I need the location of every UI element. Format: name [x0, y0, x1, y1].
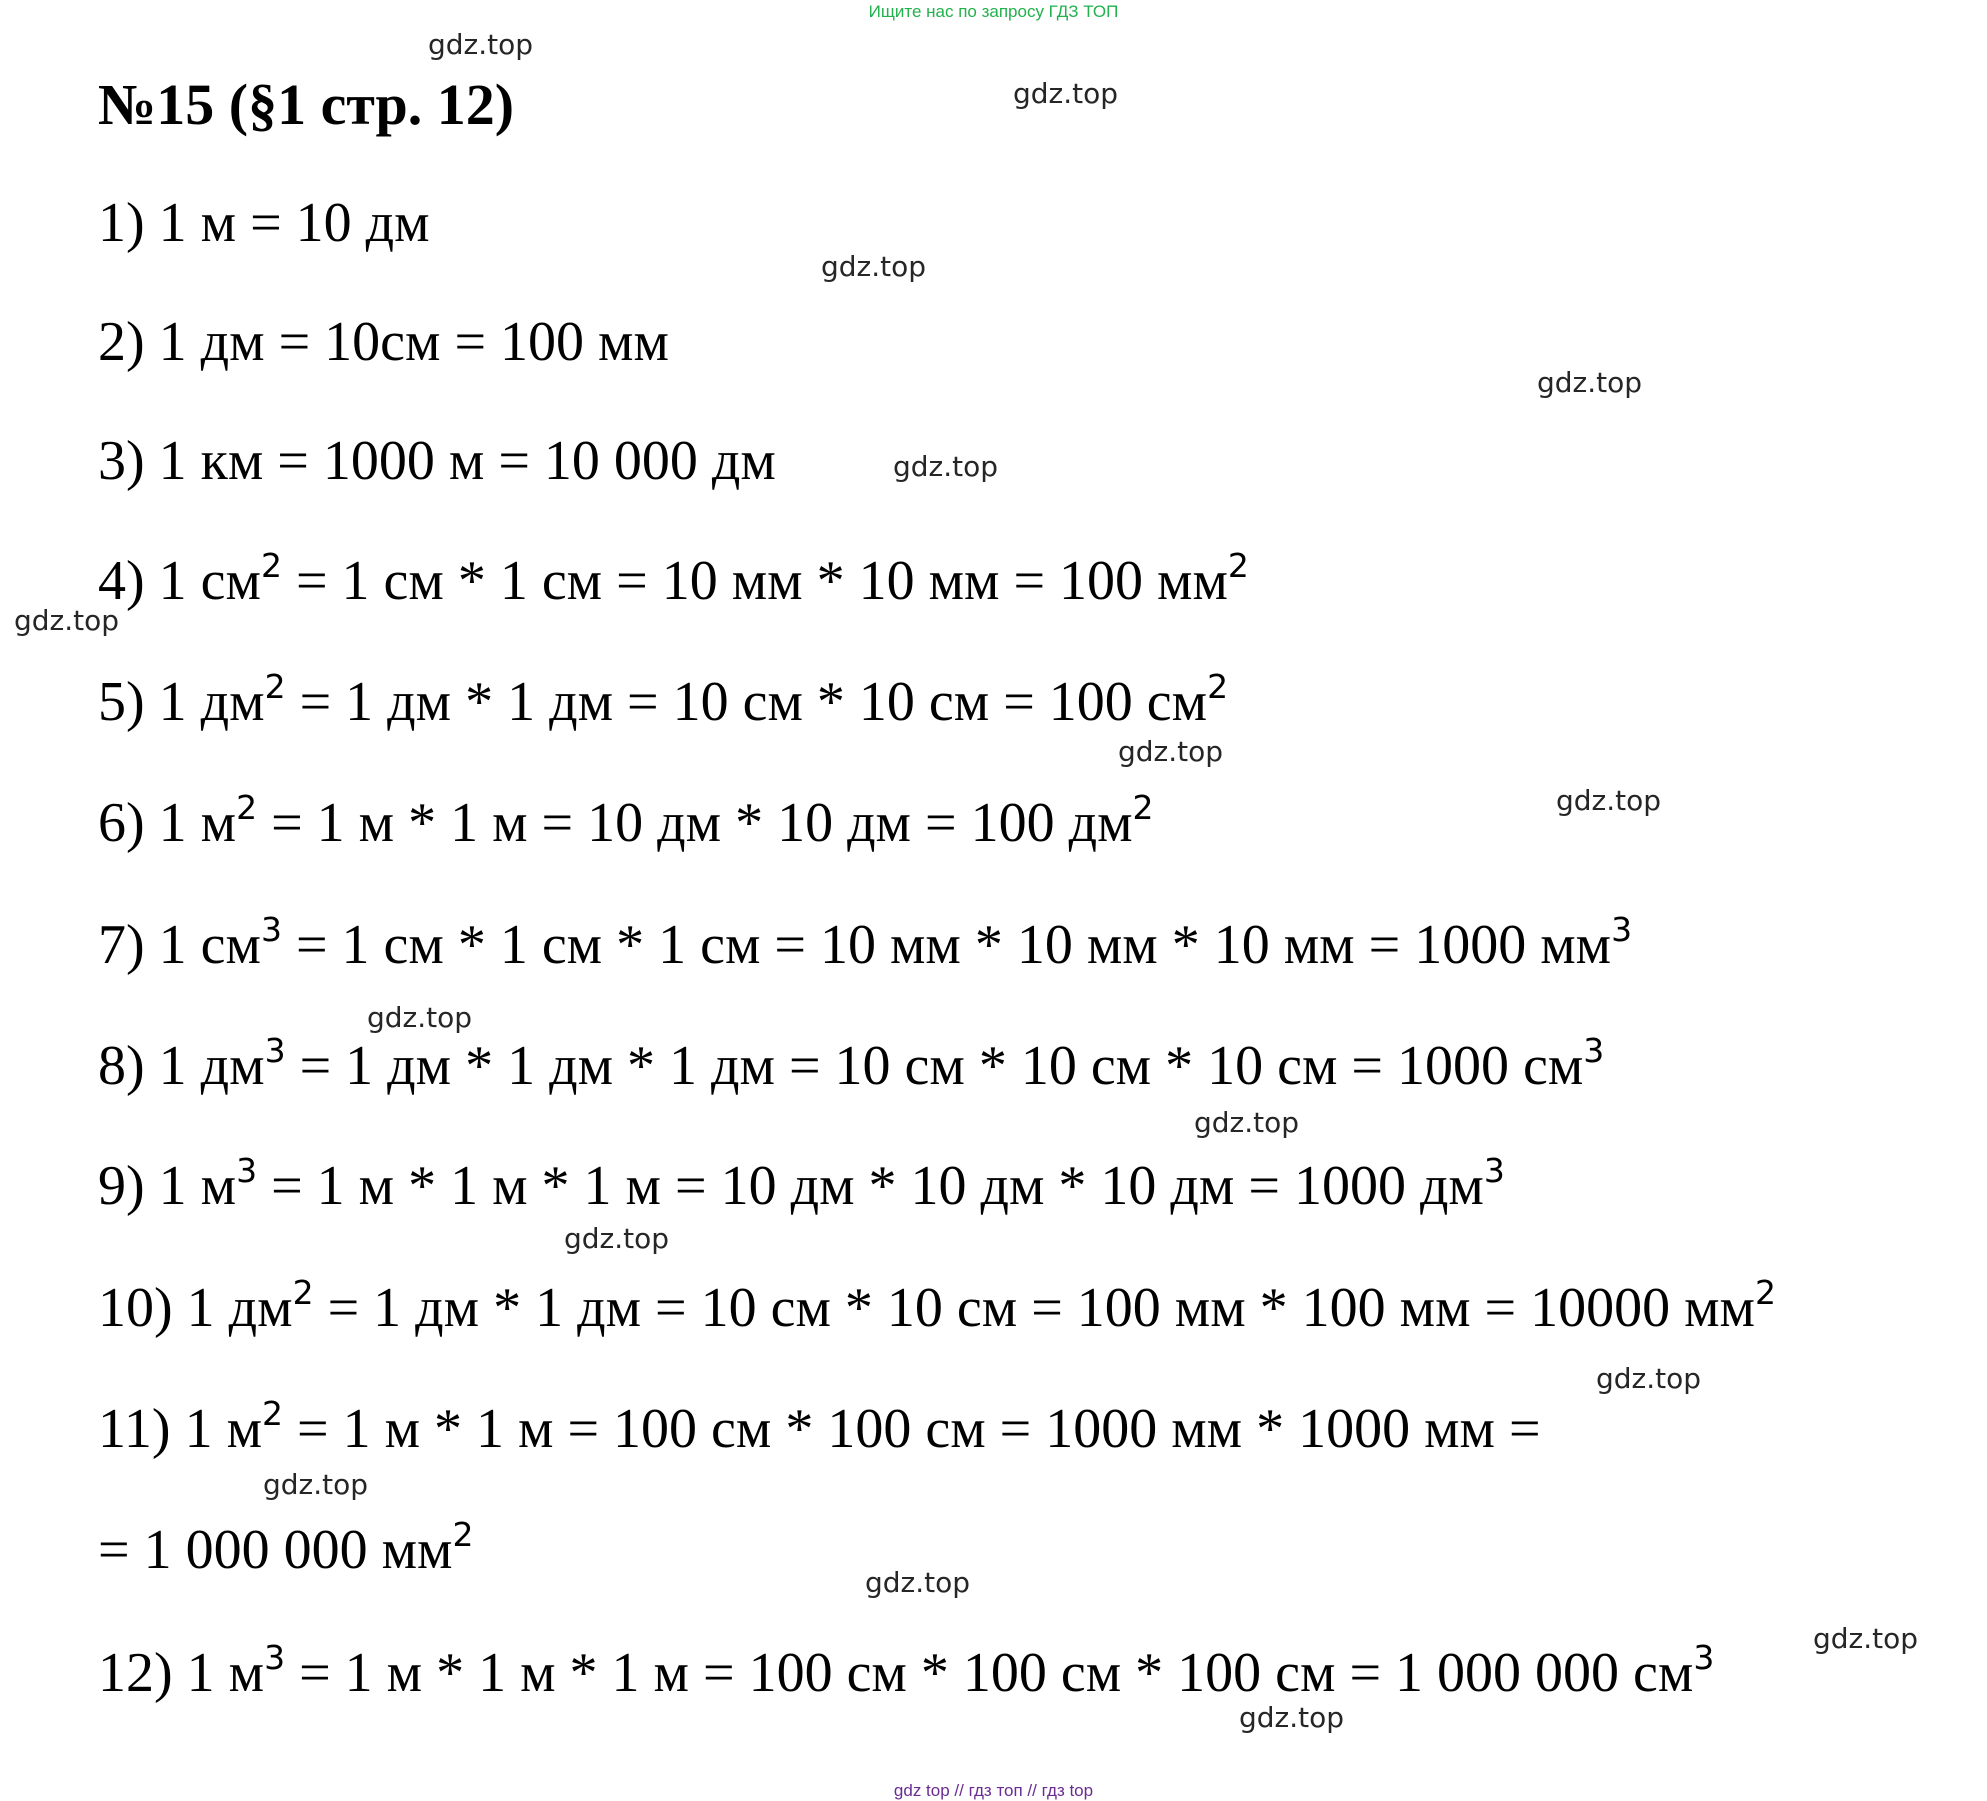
bottom-banner: gdz top // гдз топ // гдз top: [893, 1781, 1094, 1800]
solution-line-5: 5) 1 $дм^2 = 1$ дм * 1 дм = 10 см * 10 см = 100 $см^2$: [98, 667, 1229, 733]
solution-line-11: 11) 1 $м^2 = 1$ м * 1 м = 100 см * 100 см = 1000 мм * 1000 мм =: [98, 1394, 1541, 1460]
watermark: gdz.top: [428, 28, 534, 61]
watermark: gdz.top: [14, 604, 120, 637]
watermark: gdz.top: [263, 1468, 369, 1501]
exercise-title: №15 (§1 стр. 12): [98, 72, 515, 137]
watermark: gdz.top: [1537, 366, 1643, 399]
solution-line-12: 12) 1 $м^3 = 1$ м * 1 м * 1 м = 100 см * 100 см * 100 см = 1 000 000 $см^3$: [98, 1638, 1715, 1704]
watermark: gdz.top: [1556, 784, 1662, 817]
watermark: gdz.top: [1813, 1622, 1919, 1655]
watermark: gdz.top: [893, 450, 999, 483]
solution-line-6: 6) 1 $м^2 = 1$ м * 1 м = 10 дм * 10 дм = 100 $дм^2$: [98, 788, 1154, 854]
solution-line-10: 10) 1 $дм^2 = 1$ дм * 1 дм = 10 см * 10 см = 100 мм * 100 мм = 10000 $мм^2$: [98, 1273, 1776, 1339]
watermark: gdz.top: [865, 1566, 971, 1599]
watermark: gdz.top: [1118, 735, 1224, 768]
solution-line-9: 9) 1 $м^3 = 1$ м * 1 м * 1 м = 10 дм * 10 дм * 10 дм = 1000 $дм^3$: [98, 1151, 1505, 1217]
watermark: gdz.top: [1194, 1106, 1300, 1139]
solution-line-3: 3) 1 км = 1000 м = 10 000 дм: [98, 430, 776, 492]
solution-line-7: 7) 1 $см^3 = 1$ см * 1 см * 1 см = 10 мм * 10 мм * 10 мм = 1000 $мм^3$: [98, 910, 1633, 976]
watermark: gdz.top: [1013, 77, 1119, 110]
watermark: gdz.top: [564, 1222, 670, 1255]
watermark: gdz.top: [1596, 1362, 1702, 1395]
solution-line-4: 4) 1 $см^2 = 1$ см * 1 см = 10 мм * 10 мм = 100 $мм^2$: [98, 546, 1249, 612]
solution-line-11-continued: = 1 000 000 $мм^2$: [98, 1515, 474, 1581]
watermark: gdz.top: [1239, 1701, 1345, 1734]
solution-line-2: 2) 1 дм = 10см = 100 мм: [98, 311, 669, 373]
solution-line-1: 1) 1 м = 10 дм: [98, 192, 430, 254]
top-banner: Ищите нас по запросу ГДЗ ТОП: [868, 2, 1119, 21]
watermark: gdz.top: [367, 1001, 473, 1034]
watermark: gdz.top: [821, 250, 927, 283]
solution-line-8: 8) 1 $дм^3 = 1$ дм * 1 дм * 1 дм = 10 см * 10 см * 10 см = 1000 $см^3$: [98, 1031, 1605, 1097]
